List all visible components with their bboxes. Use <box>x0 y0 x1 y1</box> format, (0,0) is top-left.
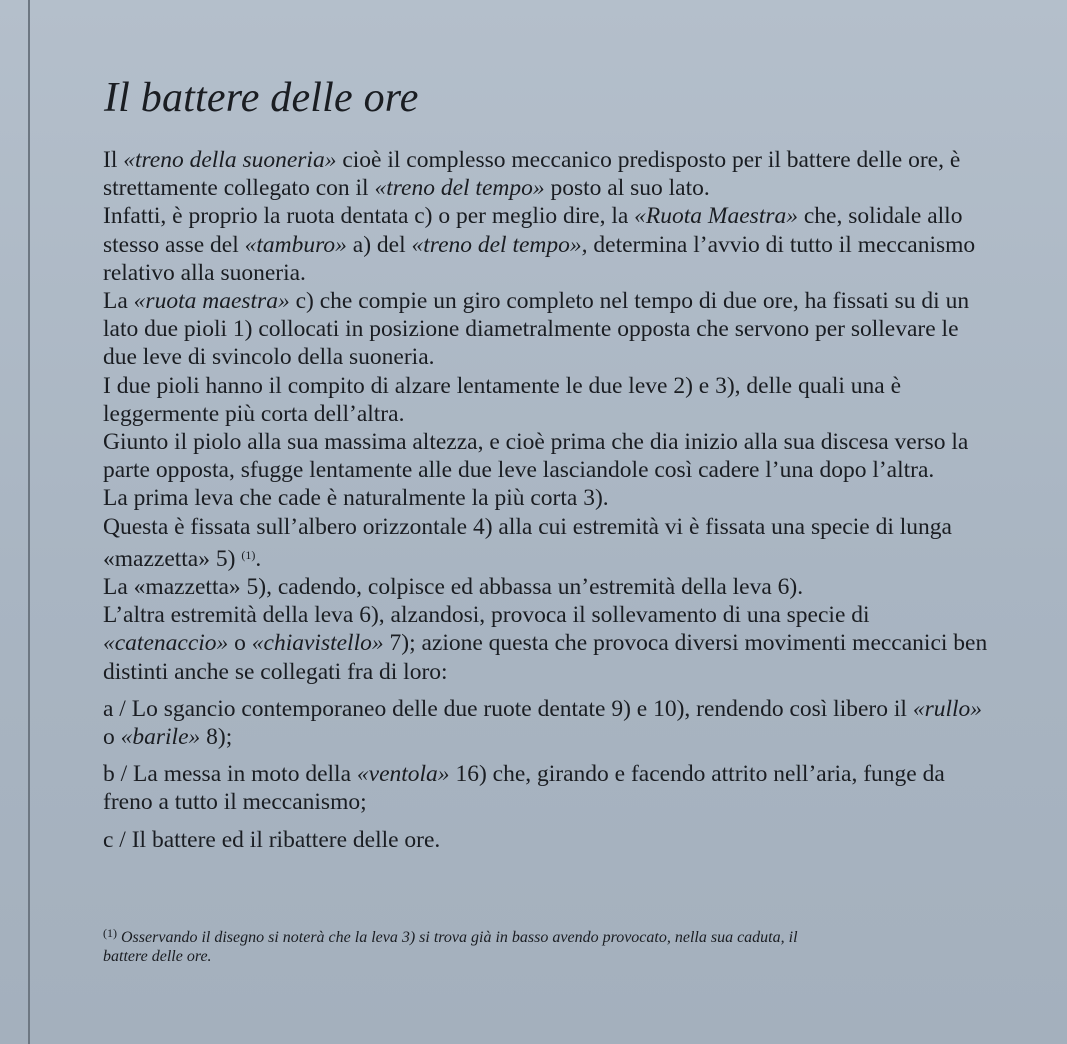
page-edge-line <box>28 0 30 1044</box>
text-italic: «Ruota Maestra» <box>634 203 798 230</box>
text: 8); <box>200 724 233 751</box>
text: L’altra estremità della leva 6), alzandosi, provoca il sollevamento di una specie di <box>103 602 870 629</box>
paragraph-5: Giunto il piolo alla sua massima altezza, e cioè prima che dia inizio alla sua discesa verso la parte opposta, sfugge lentamente alle due leve lasciandole così cadere l’una dopo l’altra. <box>103 429 969 484</box>
paragraph-3 <box>103 287 993 372</box>
text-italic: «tamburo» <box>244 231 347 258</box>
text-italic: «chiavistello» <box>251 630 384 657</box>
text: . <box>255 545 262 572</box>
list-item-a <box>103 695 993 751</box>
body-text <box>103 146 993 854</box>
text: b / La messa in moto della <box>103 761 357 788</box>
text: c) che compie un giro completo nel tempo di due ore, ha fissati su di un lato due pioli 1) collocati in posizione diametralmente opposta che servono per sollevare le due leve di svincolo della suoneria. <box>103 288 970 371</box>
text: a / Lo sgancio contemporaneo delle due ruote dentate 9) e 10), rendendo così libero il <box>103 695 913 722</box>
text-italic: «rullo» <box>912 695 983 722</box>
text: determina l’avvio di tutto il meccanismo relativo alla suoneria. <box>103 231 976 286</box>
text: o <box>228 630 252 657</box>
text: Questa è fissata sull’albero orizzontale 4) alla cui estremità vi è fissata una specie di lunga «mazzetta» 5) <box>103 513 952 572</box>
paragraph-7 <box>103 513 993 573</box>
text: 7); azione questa che provoca diversi movimenti meccanici ben distinti anche se collegati fra di loro: <box>103 630 988 685</box>
footnote-mark: (1) <box>103 926 117 940</box>
text-italic: «ruota maestra» <box>133 288 290 315</box>
text: Infatti, è proprio la ruota dentata c) o per meglio dire, la <box>103 203 635 230</box>
paragraph-1 <box>103 146 993 202</box>
text: posto al suo lato. <box>544 175 710 202</box>
text: La <box>103 288 134 315</box>
page-title: Il battere delle ore <box>104 75 419 121</box>
list-item-b <box>103 760 993 816</box>
text: Il <box>103 147 124 173</box>
list-item-c: c / Il battere ed il ribattere delle ore. <box>103 826 441 853</box>
text-italic: «ventola» <box>356 761 450 788</box>
text-italic: «barile» <box>120 724 201 751</box>
text: o <box>103 724 121 751</box>
paragraph-8: La «mazzetta» 5), cadendo, colpisce ed abbassa un’estremità della leva 6). <box>103 574 804 601</box>
text-italic: «catenaccio» <box>103 630 229 657</box>
footnote-text: Osservando il disegno si noterà che la leva 3) si trova già in basso avendo provocato, nella sua caduta, il battere delle ore. <box>103 929 798 965</box>
footnote <box>103 924 803 966</box>
text-italic: «treno della suoneria» <box>123 147 337 173</box>
text: che, solidale allo stesso asse del <box>103 203 963 258</box>
text-italic: «treno del tempo» <box>374 175 545 202</box>
footnote-ref: (1) <box>241 547 256 562</box>
paragraph-6: La prima leva che cade è naturalmente la più corta 3). <box>103 485 609 512</box>
text-italic: «treno del tempo», <box>411 231 588 258</box>
paragraph-2 <box>103 202 993 287</box>
text: cioè il complesso meccanico predisposto per il battere delle ore, è strettamente collegato con il <box>103 147 961 202</box>
text: a) del <box>346 231 412 258</box>
paragraph-4: I due pioli hanno il compito di alzare lentamente le due leve 2) e 3), delle quali una è leggermente più corta dell’altra. <box>103 372 902 427</box>
paragraph-9 <box>103 601 993 686</box>
text: 16) che, girando e facendo attrito nell’aria, funge da freno a tutto il meccanismo; <box>103 761 945 816</box>
